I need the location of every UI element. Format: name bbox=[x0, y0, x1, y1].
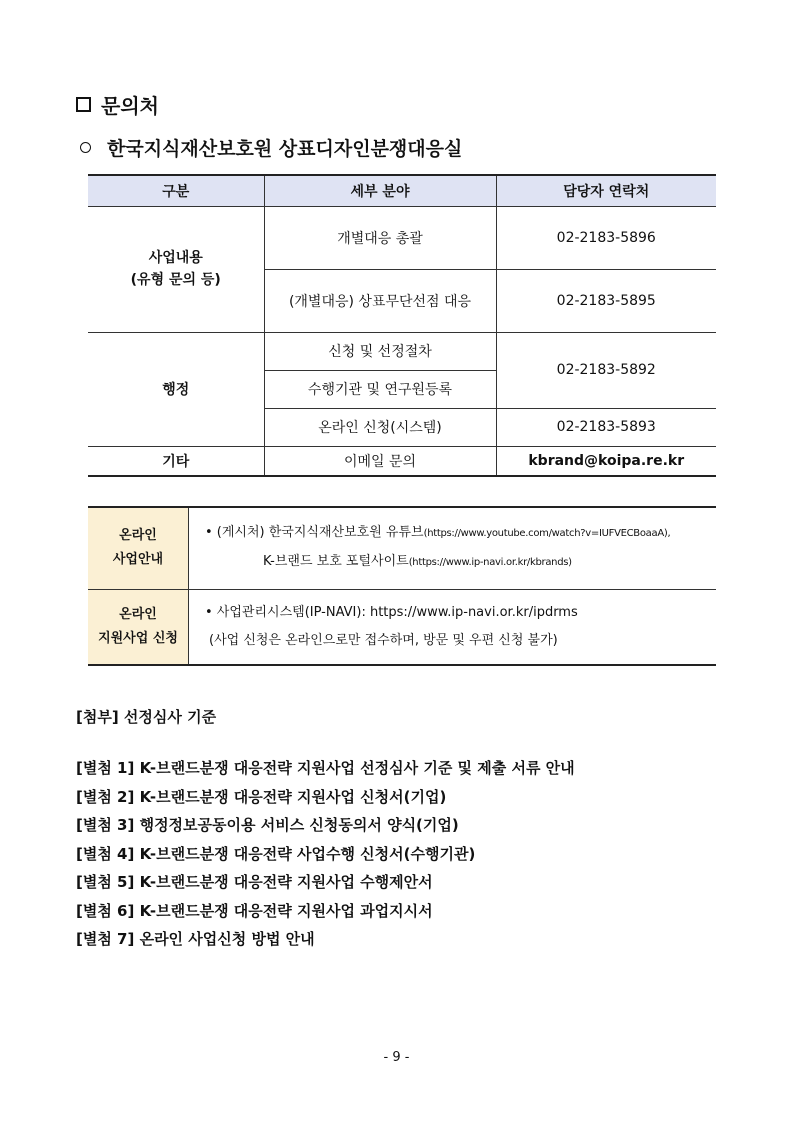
circle-bullet-icon bbox=[80, 142, 91, 153]
page-number: - 9 - bbox=[383, 1050, 410, 1065]
contact-cell: 02-2183-5892 bbox=[496, 332, 716, 408]
list-item: [별첨 4] K-브랜드분쟁 대응전략 사업수행 신청서(수행기관) bbox=[76, 844, 476, 863]
field-cell: 온라인 신청(시스템) bbox=[264, 408, 496, 446]
table-row bbox=[88, 332, 716, 370]
contact-cell: 02-2183-5893 bbox=[496, 408, 716, 446]
online-guide-desc: • (게시처) 한국지식재산보호원 유튜브(https://www.youtube.com/watch?v=IUFVECBoaaA), K-브랜드 보호 포털사이트(https://www.ip-navi.or.kr/kbrands) bbox=[189, 507, 717, 589]
field-cell: 신청 및 선정절차 bbox=[264, 332, 496, 370]
group-admin-label: 행정 bbox=[88, 332, 264, 446]
portal-link[interactable]: (https://www.ip-navi.or.kr/kbrands) bbox=[408, 557, 572, 569]
header-field: 세부 분야 bbox=[264, 175, 496, 206]
checkbox-square-icon bbox=[76, 97, 91, 112]
table-row bbox=[88, 206, 716, 269]
subsection-title: 한국지식재산보호원 상표디자인분쟁대응실 bbox=[107, 138, 463, 160]
section-title: 문의처 bbox=[101, 94, 159, 118]
header-contact: 담당자 연락처 bbox=[496, 175, 716, 206]
attachment-title: [첨부] 선정심사 기준 bbox=[76, 708, 217, 726]
attachment-list bbox=[76, 758, 575, 958]
table-row bbox=[88, 446, 716, 476]
header-category: 구분 bbox=[88, 175, 264, 206]
subsection-heading bbox=[80, 134, 462, 161]
field-cell: (개별대응) 상표무단선점 대응 bbox=[264, 269, 496, 332]
section-heading bbox=[76, 90, 159, 119]
online-apply-label: 온라인 지원사업 신청 bbox=[88, 589, 189, 665]
online-guide-label: 온라인 사업안내 bbox=[88, 507, 189, 589]
online-apply-desc: • 사업관리시스템(IP-NAVI): https://www.ip-navi.or.kr/ipdrms (사업 신청은 온라인으로만 접수하며, 방문 및 우편 신청 불가) bbox=[189, 589, 717, 665]
list-item: [별첨 5] K-브랜드분쟁 대응전략 지원사업 수행제안서 bbox=[76, 873, 433, 891]
online-info-table bbox=[88, 506, 716, 666]
field-cell: 개별대응 총괄 bbox=[264, 206, 496, 269]
contact-cell: 02-2183-5896 bbox=[496, 206, 716, 269]
field-cell: 수행기관 및 연구원등록 bbox=[264, 370, 496, 408]
list-item: [별첨 2] K-브랜드분쟁 대응전략 지원사업 신청서(기업) bbox=[76, 787, 447, 806]
group-business-label: 사업내용 (유형 문의 등) bbox=[88, 206, 264, 332]
table-header-row bbox=[88, 175, 716, 206]
email-link[interactable]: kbrand@koipa.re.kr bbox=[496, 446, 716, 476]
contact-cell: 02-2183-5895 bbox=[496, 269, 716, 332]
list-item: [별첨 1] K-브랜드분쟁 대응전략 지원사업 선정심사 기준 및 제출 서류 안내 bbox=[76, 759, 575, 777]
table-row bbox=[88, 507, 716, 589]
list-item: [별첨 6] K-브랜드분쟁 대응전략 지원사업 과업지시서 bbox=[76, 901, 433, 920]
list-item: [별첨 7] 온라인 사업신청 방법 안내 bbox=[76, 930, 315, 948]
table-row bbox=[88, 589, 716, 665]
group-other-label: 기타 bbox=[88, 446, 264, 476]
youtube-link[interactable]: (https://www.youtube.com/watch?v=IUFVECBoaaA), bbox=[423, 528, 671, 540]
contact-table bbox=[88, 174, 716, 477]
field-cell: 이메일 문의 bbox=[264, 446, 496, 476]
ipnavi-link[interactable]: • 사업관리시스템(IP-NAVI): https://www.ip-navi.or.kr/ipdrms bbox=[205, 604, 578, 620]
list-item: [별첨 3] 행정정보공동이용 서비스 신청동의서 양식(기업) bbox=[76, 816, 459, 834]
